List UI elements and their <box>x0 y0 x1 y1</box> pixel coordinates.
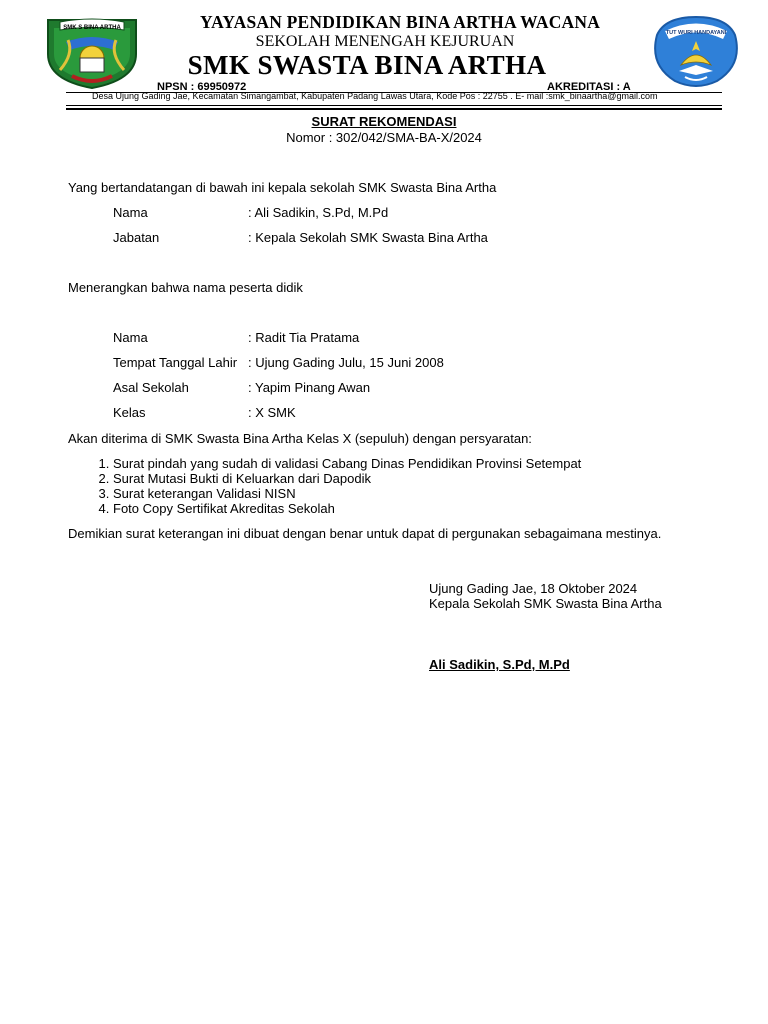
student-name-label: Nama <box>113 330 148 345</box>
student-birth-value: : Ujung Gading Julu, 15 Juni 2008 <box>248 355 444 370</box>
student-school-value: : Yapim Pinang Awan <box>248 380 371 395</box>
requirements-list <box>68 456 581 516</box>
list-item: 2. Surat Mutasi Bukti di Keluarkan dari Dapodik <box>113 471 581 486</box>
signer-position-label: Jabatan <box>113 230 160 245</box>
student-class-value: : X SMK <box>248 405 296 420</box>
closing-text: Demikian surat keterangan ini dibuat dengan benar untuk dapat di pergunakan sebagaimana mestinya. <box>68 526 662 541</box>
school-name: SMK SWASTA BINA ARTHA <box>187 50 547 80</box>
tut-wuri-handayani-logo <box>651 15 741 91</box>
left-logo-text: SMK S BINA ARTHA <box>63 25 121 31</box>
accreditation: AKREDITASI : A <box>547 81 631 93</box>
student-name-value: : Radit Tia Pratama <box>248 330 360 345</box>
list-item: 1. Surat pindah yang sudah di validasi Cabang Dinas Pendidikan Provinsi Setempat <box>113 456 581 471</box>
signer-name-label: Nama <box>113 205 148 220</box>
student-school-label: Asal Sekolah <box>113 380 189 395</box>
letter-number: Nomor : 302/042/SMA-BA-X/2024 <box>286 130 482 145</box>
list-item: 4. Foto Copy Sertifikat Akreditas Sekolah <box>113 501 581 516</box>
intro-text: Yang bertandatangan di bawah ini kepala sekolah SMK Swasta Bina Artha <box>68 180 497 195</box>
school-address: Desa Ujung Gading Jae, Kecamatan Simangambat, Kabupaten Padang Lawas Utara, Kode Pos : 22755 . E- mail :smk_binaartha@gmail.com <box>92 91 658 101</box>
letter-title <box>0 114 768 129</box>
foundation-name: YAYASAN PENDIDIKAN BINA ARTHA WACANA <box>199 12 601 32</box>
student-class-label: Kelas <box>113 405 146 420</box>
header-divider-1 <box>66 105 722 106</box>
right-logo-text: TUT WURI HANDAYANI <box>665 30 727 36</box>
letter-title-text: SURAT REKOMENDASI <box>311 114 457 129</box>
signer-title: Kepala Sekolah SMK Swasta Bina Artha <box>429 596 662 611</box>
list-item: 3. Surat keterangan Validasi NISN <box>113 486 581 501</box>
signer-position-value: : Kepala Sekolah SMK Swasta Bina Artha <box>248 230 488 245</box>
signer-name: Ali Sadikin, S.Pd, M.Pd <box>429 657 570 672</box>
header-divider-2 <box>66 108 722 110</box>
school-logo <box>44 14 140 90</box>
place-date: Ujung Gading Jae, 18 Oktober 2024 <box>429 581 638 596</box>
npsn: NPSN : 69950972 <box>157 81 247 93</box>
acceptance-text: Akan diterima di SMK Swasta Bina Artha Kelas X (sepuluh) dengan persyaratan: <box>68 431 532 446</box>
school-type: SEKOLAH MENENGAH KEJURUAN <box>255 33 515 50</box>
signer-name-value: : Ali Sadikin, S.Pd, M.Pd <box>248 205 389 220</box>
statement-text: Menerangkan bahwa nama peserta didik <box>68 280 303 295</box>
student-birth-label: Tempat Tanggal Lahir <box>113 355 238 370</box>
